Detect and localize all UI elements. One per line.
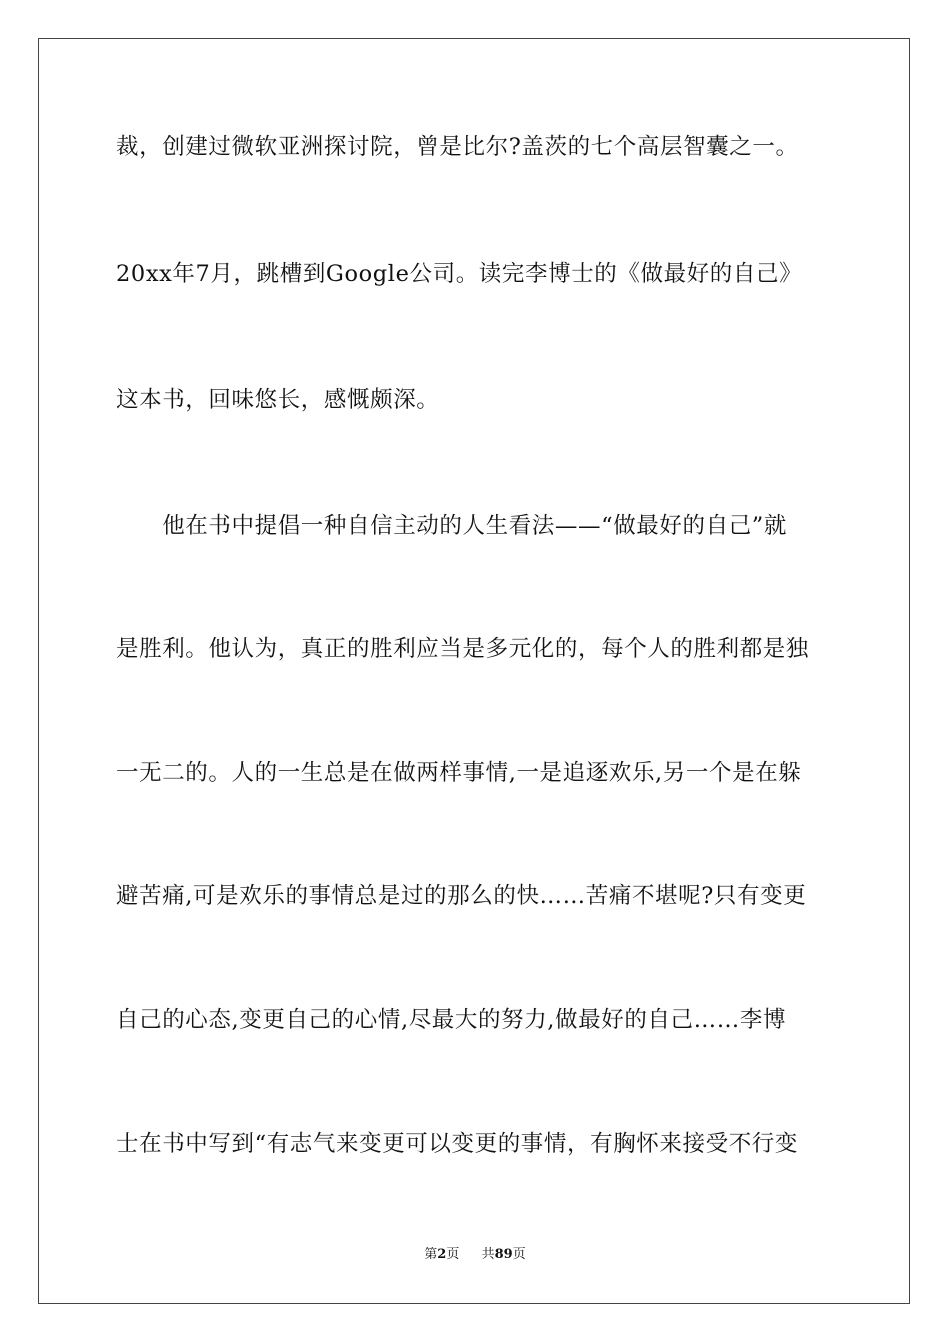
page-border [38,38,910,1304]
total-pages-label: 共89页 [481,1247,526,1262]
total-pages: 89 [494,1247,513,1262]
body-text-line: 避苦痛,可是欢乐的事情总是过的那么的快……苦痛不堪呢?只有变更 [116,883,807,909]
body-text-line: 他在书中提倡一种自信主动的人生看法——“做最好的自己”就 [116,513,788,539]
body-text-line: 20xx年7月，跳槽到Google公司。读完李博士的《做最好的自己》 [116,261,803,287]
body-text-line: 是胜利。他认为，真正的胜利应当是多元化的，每个人的胜利都是独 [116,636,810,662]
body-text-line: 自己的心态,变更自己的心情,尽最大的努力,做最好的自己……李博 [116,1007,787,1033]
body-text-line: 这本书，回味悠长，感慨颇深。 [116,387,440,413]
page-footer [0,1246,950,1264]
body-text-line: 裁，创建过微软亚洲探讨院，曾是比尔?盖茨的七个高层智囊之一。 [116,134,799,160]
page-number: 2 [437,1247,447,1262]
body-text-line: 士在书中写到“有志气来变更可以变更的事情，有胸怀来接受不行变 [116,1131,799,1157]
page-number-label: 第2页 [424,1247,460,1262]
body-text-line: 一无二的。人的一生总是在做两样事情,一是追逐欢乐,另一个是在躲 [116,760,802,786]
